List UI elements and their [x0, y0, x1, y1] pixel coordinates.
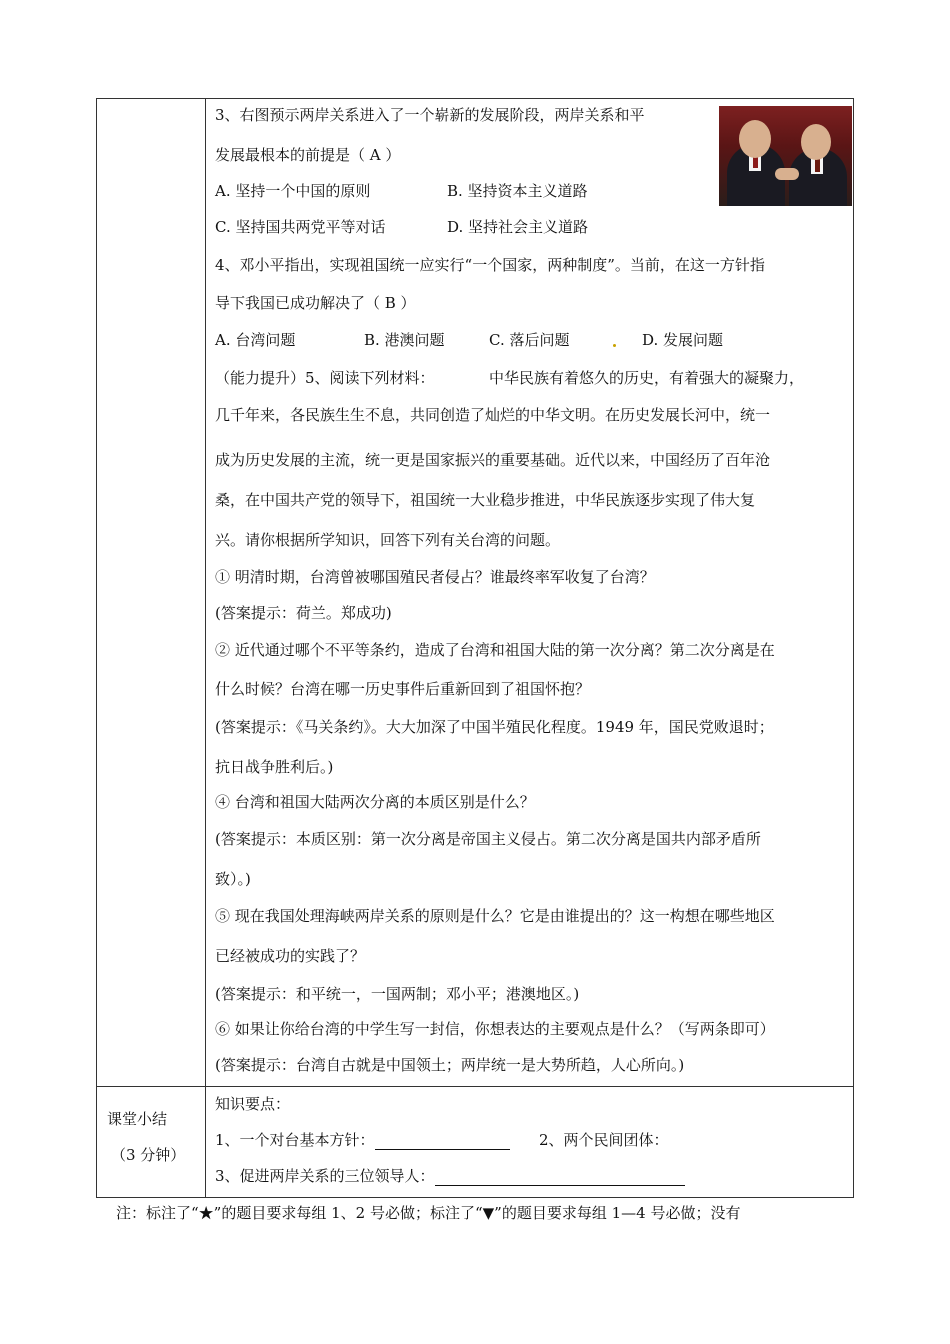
q5-answer2-line2: 抗日战争胜利后。)	[215, 758, 334, 776]
footnote: 注：标注了“★”的题目要求每组 1、2 号必做；标注了“▼”的题目要求每组 1—4 号必做；没有	[116, 1204, 741, 1222]
summary-label: 课堂小结	[107, 1110, 168, 1128]
q5-material-line3: 成为历史发展的主流，统一更是国家振兴的重要基础。近代以来，中国经历了百年沧	[215, 451, 771, 469]
summary-item3	[215, 1166, 685, 1186]
summary-item1	[215, 1130, 510, 1150]
q5-answer2-line1: (答案提示：《马关条约》。大大加深了中国半殖民化程度。1949 年，国民党败退时；	[215, 718, 774, 736]
q5-answer4-line1: (答案提示：本质区别：第一次分离是帝国主义侵占。第二次分离是国共内部矛盾所	[215, 830, 761, 848]
summary-item2: 2、两个民间团体：	[539, 1131, 669, 1149]
q5-material-line5: 兴。请你根据所学知识，回答下列有关台湾的问题。	[215, 531, 561, 549]
column-divider	[205, 99, 206, 1197]
row-divider	[97, 1086, 853, 1087]
q4-option-d: D. 发展问题	[642, 331, 724, 349]
q5-material-line2: 几千年来，各民族生生不息，共同创造了灿烂的中华文明。在历史发展长河中，统一	[215, 406, 771, 424]
summary-heading: 知识要点：	[215, 1095, 291, 1113]
q5-sub6: ⑥ 如果让你给台湾的中学生写一封信，你想表达的主要观点是什么？（写两条即可）	[215, 1020, 775, 1038]
q5-sub5-line1: ⑤ 现在我国处理海峡两岸关系的原则是什么？它是由谁提出的？这一构想在哪些地区	[215, 907, 775, 925]
summary-item3-blank[interactable]	[435, 1169, 685, 1186]
q3-option-d: D. 坚持社会主义道路	[447, 218, 589, 236]
q5-sub4: ④ 台湾和祖国大陆两次分离的本质区别是什么？	[215, 793, 535, 811]
q5-sub2-line1: ② 近代通过哪个不平等条约，造成了台湾和祖国大陆的第一次分离？第二次分离是在	[215, 641, 775, 659]
q3-option-a: A. 坚持一个中国的原则	[215, 182, 371, 200]
q5-answer1: (答案提示：荷兰。郑成功)	[215, 604, 392, 622]
q5-sub1: ① 明清时期，台湾曾被哪国殖民者侵占？谁最终率军收复了台湾？	[215, 568, 655, 586]
summary-item1-label: 1、一个对台基本方针：	[215, 1131, 375, 1149]
q5-stem-prefix: （能力提升）5、阅读下列材料：	[215, 369, 435, 387]
q5-answer6: (答案提示：台湾自古就是中国领土；两岸统一是大势所趋，人心所向。)	[215, 1056, 685, 1074]
q5-sub5-line2: 已经被成功的实践了？	[215, 947, 366, 965]
q3-stem-line1: 3、右图预示两岸关系进入了一个崭新的发展阶段，两岸关系和平	[215, 106, 645, 124]
q5-answer4-line2: 致）。)	[215, 870, 251, 888]
q3-stem-line2: 发展最根本的前提是（ A ）	[215, 146, 401, 164]
summary-item3-label: 3、促进两岸关系的三位领导人：	[215, 1167, 435, 1185]
q5-material-line1: 中华民族有着悠久的历史，有着强大的凝聚力，	[489, 369, 805, 387]
summary-item1-blank[interactable]	[375, 1133, 510, 1150]
worksheet-table	[96, 98, 854, 1198]
q4-dot-mark	[611, 330, 618, 350]
q4-stem-line1: 4、邓小平指出，实现祖国统一应实行“一个国家，两种制度”。当前，在这一方针指	[215, 256, 765, 274]
q5-material-line4: 桑，在中国共产党的领导下，祖国统一大业稳步推进，中华民族逐步实现了伟大复	[215, 491, 756, 509]
q4-stem-line2: 导下我国已成功解决了（ B ）	[215, 294, 416, 312]
q3-option-b: B. 坚持资本主义道路	[447, 182, 588, 200]
q3-option-c: C. 坚持国共两党平等对话	[215, 218, 386, 236]
q4-option-b: B. 港澳问题	[364, 331, 445, 349]
q5-answer5: (答案提示：和平统一，一国两制；邓小平；港澳地区。)	[215, 985, 580, 1003]
leaders-handshake-photo	[719, 106, 852, 206]
summary-duration: （3 分钟）	[111, 1146, 186, 1164]
q4-option-c: C. 落后问题	[489, 331, 570, 349]
q5-sub2-line2: 什么时候？台湾在哪一历史事件后重新回到了祖国怀抱？	[215, 680, 591, 698]
q4-option-a: A. 台湾问题	[215, 331, 296, 349]
